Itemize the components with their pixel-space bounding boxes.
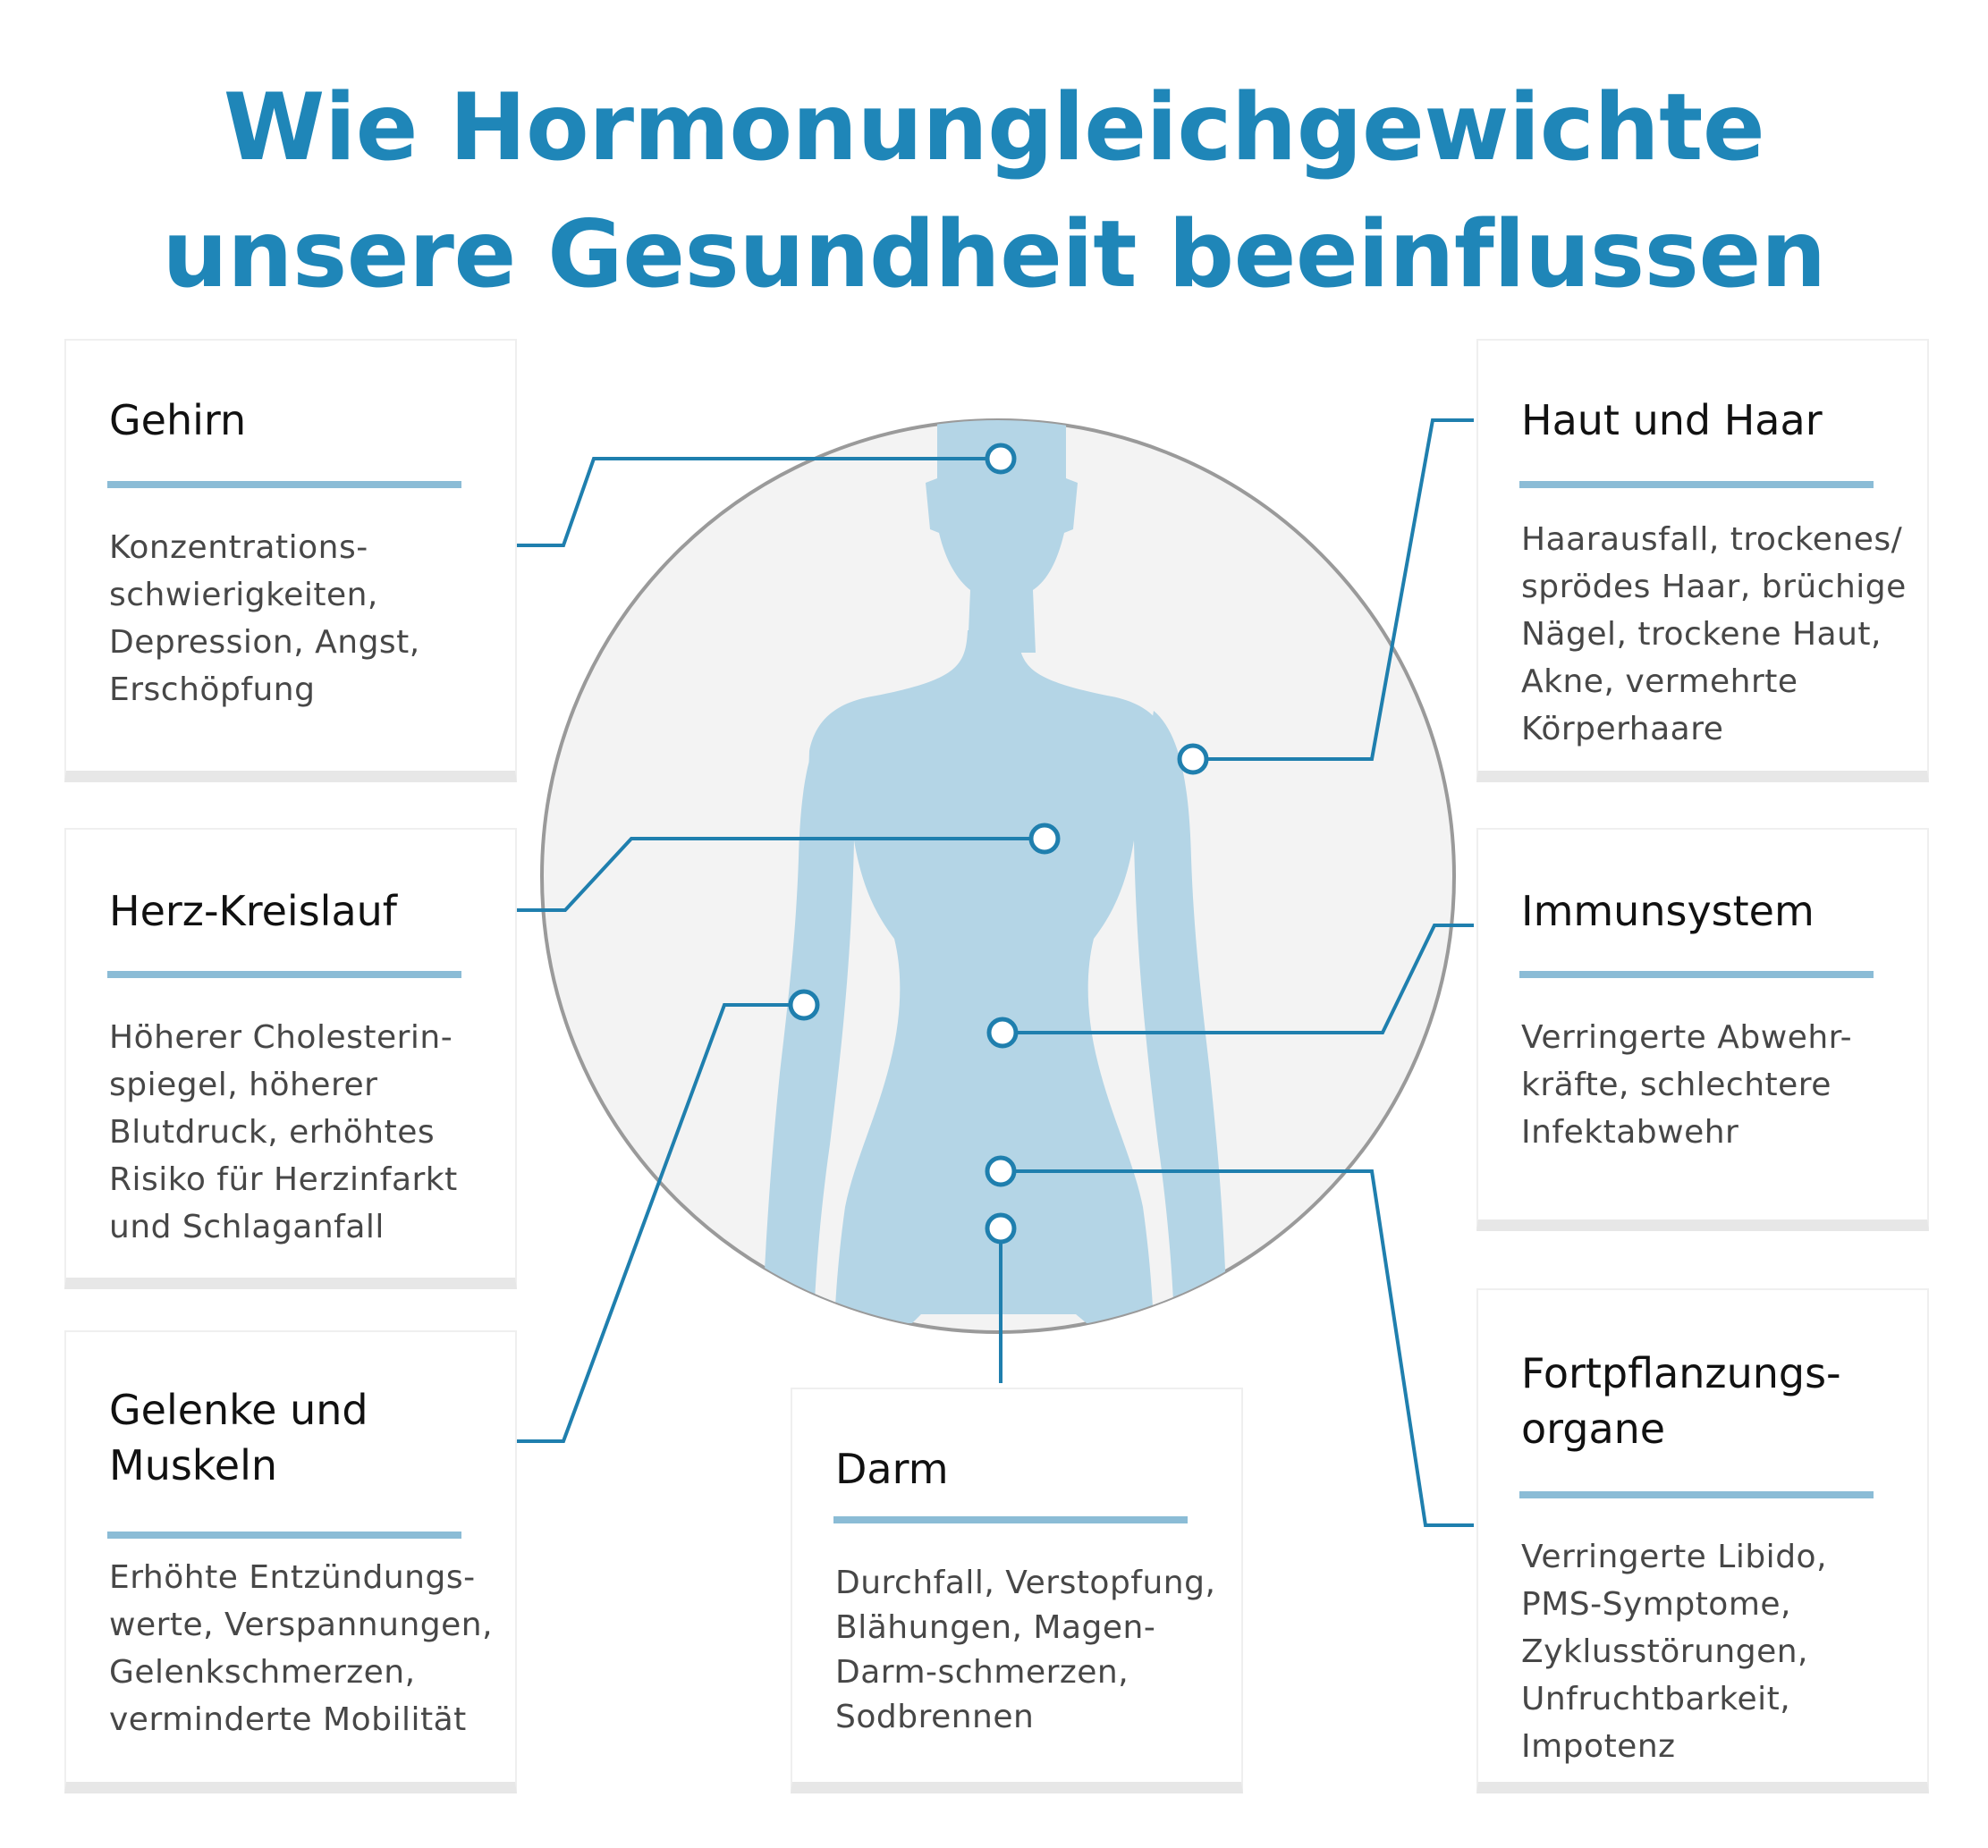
dot-haut [1180, 746, 1206, 772]
card-text: Verringerte Abwehr- kräfte, schlechtere Infektabwehr [1521, 1019, 1853, 1151]
card-darm [791, 1388, 1243, 1793]
card-divider [107, 481, 461, 488]
title-line-2: unsere Gesundheit beeinflussen [162, 201, 1826, 308]
dot-gelenke [791, 992, 817, 1018]
card-divider [833, 1516, 1188, 1523]
card-divider [107, 1532, 461, 1539]
card-text: Durchfall, Verstopfung, Blähungen, Magen- Darm-schmerzen, Sodbrennen [835, 1565, 1216, 1735]
dot-gehirn [987, 445, 1014, 472]
card-fortpflanzungsorgane [1476, 1288, 1929, 1793]
dot-immun [989, 1019, 1016, 1046]
card-immunsystem [1476, 828, 1929, 1231]
card-gelenke-muskeln [64, 1330, 517, 1793]
card-haut-haar [1476, 339, 1929, 782]
card-text: Höherer Cholesterin- spiegel, höherer Blutdruck, erhöhtes Risiko für Herzinfarkt und Schlaganfall [109, 1019, 458, 1245]
card-heading: Haut und Haar [1521, 396, 1823, 444]
title-line-1: Wie Hormonungleichgewichte [223, 74, 1765, 181]
card-herz-kreislauf [64, 828, 517, 1289]
card-heading: Darm [835, 1445, 949, 1493]
card-heading: Herz-Kreislauf [109, 887, 397, 935]
card-heading: Fortpflanzungs- organe [1521, 1349, 1841, 1453]
card-text: Verringerte Libido, PMS-Symptome, Zyklusstörungen, Unfruchtbarkeit, Impotenz [1521, 1539, 1828, 1765]
card-divider [1519, 971, 1874, 978]
card-heading: Immunsystem [1521, 887, 1815, 935]
card-gehirn [64, 339, 517, 782]
card-heading: Gehirn [109, 396, 247, 444]
dot-darm [987, 1215, 1014, 1242]
dot-fortpflanzung [987, 1158, 1014, 1185]
card-divider [1519, 1491, 1874, 1498]
dot-herz [1031, 825, 1058, 852]
card-heading: Gelenke und Muskeln [109, 1386, 368, 1489]
card-text: Erhöhte Entzündungs- werte, Verspannungen, Gelenkschmerzen, verminderte Mobilität [109, 1559, 494, 1738]
card-text: Haarausfall, trockenes/ sprödes Haar, brüchige Nägel, trockene Haut, Akne, vermehrte Körperhaare [1521, 521, 1907, 747]
card-divider [1519, 481, 1874, 488]
card-text: Konzentrations- schwierigkeiten, Depression, Angst, Erschöpfung [109, 529, 420, 708]
card-divider [107, 971, 461, 978]
